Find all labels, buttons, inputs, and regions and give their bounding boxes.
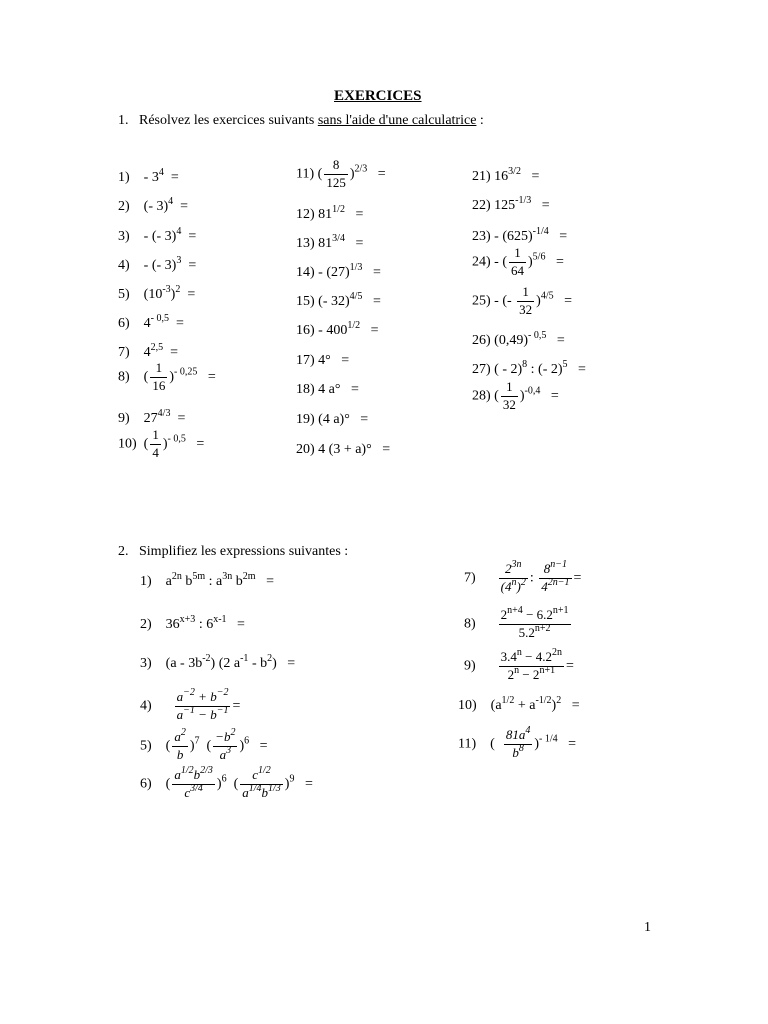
exercise-9: 9) $27^{4/3}$ = <box>118 408 186 426</box>
section-1-text: Résolvez les exercices suivants <box>139 113 318 128</box>
simplify-9: 9) $\frac{3.4^n - 4.2^{2n}}{2^n - 2^{n+1}}$ = <box>464 647 574 682</box>
simplify-6: 6) ( $\frac{a^{1/2}b^{2/3}}{c^{3/4}}$ )$^6$ ( $\frac{c^{1/2}}{a^{1/4}b^{1/3}}$ )$^9$ = <box>140 765 313 800</box>
page-number: 1 <box>644 920 651 935</box>
exercise-7: 7) 4$^{2,5}$ = <box>118 342 179 360</box>
section-2-number: 2. <box>118 544 129 559</box>
exercise-15: 15) (- 32)$^{4/5}$ = <box>296 291 381 309</box>
exercise-5: 5) $(10^{-3})^2$ = <box>118 284 196 302</box>
simplify-10: 10) $(a^{1/2} + a^{-1/2})^2$ = <box>458 695 580 713</box>
exercise-21: 21) $16^{3/2}$ = <box>472 166 540 184</box>
simplify-8: 8) $\frac{2^{n+4} - 6.2^{n+1}}{5.2^{n+2}}$ <box>464 605 569 640</box>
simplify-11: 11) ( $\frac{81a^4}{b^8}$ )$^{- 1/4}$ = <box>458 725 576 760</box>
section-1-colon: : <box>476 113 484 128</box>
simplify-7: 7) $\frac{2^{3n}}{(4^n)^2}$ : $\frac{8^{n-1}}{4^{2n-1}}$ = <box>464 559 582 594</box>
exercise-18: 18) 4 a° = <box>296 382 359 397</box>
exercise-3: 3) - (- 3)$^4$ = <box>118 226 197 244</box>
simplify-4: 4) $\frac{a^{-2} + b^{-2}}{a^{-1} - b^{-1}}$ = <box>140 687 241 722</box>
exercise-23: $23) - (625)^{-1/4}$ = <box>472 226 568 244</box>
exercise-2: 2) (- 3)$^4$ = <box>118 196 189 214</box>
exercise-6: 6) $4^{- 0,5}$ = <box>118 313 184 331</box>
simplify-1: 1) $a^{2n}$ $b^{5m}$ : $a^{3n}$ $b^{2m}$ = <box>140 571 274 589</box>
exercise-10: 10) ( $\frac{1}{4}$ )$^{- 0,5}$ = <box>118 427 205 460</box>
exercise-14: $14) - (27)^{1/3}$ = <box>296 262 381 280</box>
simplify-3: 3) $(a - 3b^{-2})$ (2 $a^{-1} - b^2$) = <box>140 653 296 671</box>
section-1-number: 1. <box>118 113 129 128</box>
exercise-1: 1) - $3^4$ = <box>118 167 179 185</box>
exercise-17: 17) 4° = <box>296 353 350 368</box>
simplify-5: 5) ( $\frac{a^2}{b}$ )$^7$ ( $\frac{-b^2}{a^3}$ )$^6$ = <box>140 727 268 762</box>
exercise-4: 4) - (- 3)$^3$ = <box>118 255 197 273</box>
exercise-11: 11) ( $\frac{8}{125}$ )$^{2/3}$ = <box>296 157 386 190</box>
exercise-13: 13) $81^{3/4}$ = <box>296 233 364 251</box>
page-title: EXERCICES <box>334 88 422 104</box>
exercise-12: 12) $81^{1/2}$ = <box>296 204 364 222</box>
exercise-22: 22) $125^{-1/3}$ = <box>472 195 550 213</box>
simplify-2: 2) $36^{x+3}$ : 6$^{x-1}$ = <box>140 614 245 632</box>
exercise-8: 8) ( $\frac{1}{16}$ )$^{- 0,25}$ = <box>118 360 216 393</box>
exercise-19: 19) (4 a)° = <box>296 412 369 427</box>
exercise-20: 20) 4 (3 + a)° = <box>296 442 391 457</box>
section-1-instruction <box>118 114 484 128</box>
exercise-25: 25) - (- $\frac{1}{32}$ )$^{4/5}$ = <box>472 284 573 317</box>
exercise-27: 27) ( - 2)$^8$ : (- 2)$^5$ = <box>472 359 586 377</box>
exercise-16: $16) - 400^{1/2}$ = <box>296 320 379 338</box>
exercise-28: 28) ( $\frac{1}{32}$ )$^{-0,4}$ = <box>472 379 559 412</box>
exercise-24: 24) - ( $\frac{1}{64}$ )$^{5/6}$ = <box>472 245 564 278</box>
section-1-underlined: sans l'aide d'une calculatrice <box>317 113 477 128</box>
exercise-26: 26) $(0,49)^{- 0,5}$ = <box>472 330 565 348</box>
section-2-instruction <box>118 545 348 559</box>
section-2-text: Simplifiez les expressions suivantes : <box>139 544 349 559</box>
